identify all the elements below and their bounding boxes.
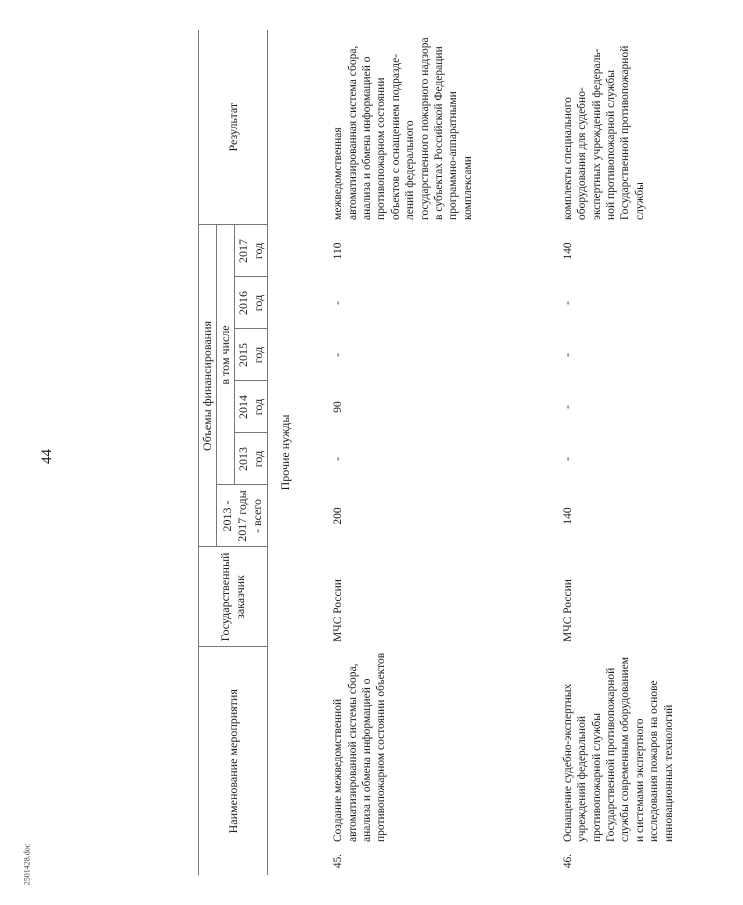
year-2016-cell: - <box>332 301 345 305</box>
header-name: Наименование мероприятия <box>199 647 268 875</box>
year-2013-cell: - <box>332 457 345 461</box>
row-number: 46. <box>561 853 574 869</box>
rotated-table-sheet <box>198 30 743 875</box>
table-row <box>327 30 557 875</box>
funding-table <box>198 30 743 875</box>
customer-cell: МЧС России <box>332 579 345 642</box>
header-funding: Объемы финансирования <box>199 225 217 547</box>
year-2013-cell: - <box>561 457 574 461</box>
year-2017-cell: 110 <box>332 242 345 260</box>
result-cell: комплекты специального оборудования для судебно-экспертных учреждений федераль-ной противопожарной службы Государственной противопожарной службы <box>561 45 646 220</box>
header-year-2017: 2017 год <box>235 225 268 277</box>
year-2014-cell: 90 <box>332 401 345 413</box>
year-2014-cell: - <box>561 405 574 409</box>
page-number: 44 <box>39 449 55 464</box>
total-cell: 140 <box>561 507 574 525</box>
header-year-2016: 2016 год <box>235 277 268 329</box>
year-2017-cell: 140 <box>561 242 574 260</box>
year-2016-cell: - <box>561 301 574 305</box>
section-title: Прочие нужды <box>268 30 328 875</box>
result-cell: межведомственная автоматизированная система сбора, анализа и обмена информацией о противопожарном состоянии объектов с оснащением подразде-лений федерального государственного пожарного надзора в субъектах Российской Федерации программно-аппаратными комплексами <box>332 37 474 220</box>
header-including: в том числе <box>217 225 235 485</box>
header-customer: Государственный заказчик <box>199 547 268 647</box>
header-year-2013: 2013 год <box>235 433 268 485</box>
header-total: 2013 - 2017 годы - всего <box>217 485 268 547</box>
section-row <box>268 30 328 875</box>
header-row-1 <box>199 30 217 875</box>
year-2015-cell: - <box>561 353 574 357</box>
total-cell: 200 <box>332 507 345 525</box>
activity-name: Оснащение судебно-экспертных учреждений федеральной противопожарной службы Государственной противопожарной службы современным оборудованием и системами экспертного исследования пожаров на основе инновационных технологий <box>561 656 675 842</box>
header-result: Результат <box>199 30 268 225</box>
document-reference: 2501428.doc <box>22 843 32 886</box>
customer-cell: МЧС России <box>561 579 574 642</box>
header-year-2015: 2015 год <box>235 329 268 381</box>
activity-name: Создание межведомственной автоматизированной системы сбора, анализа и обмена информацией о противопожарном состоянии объектов <box>332 652 388 842</box>
header-year-2014: 2014 год <box>235 381 268 433</box>
row-number: 45. <box>332 853 345 869</box>
table-row <box>557 30 743 875</box>
year-2015-cell: - <box>332 353 345 357</box>
